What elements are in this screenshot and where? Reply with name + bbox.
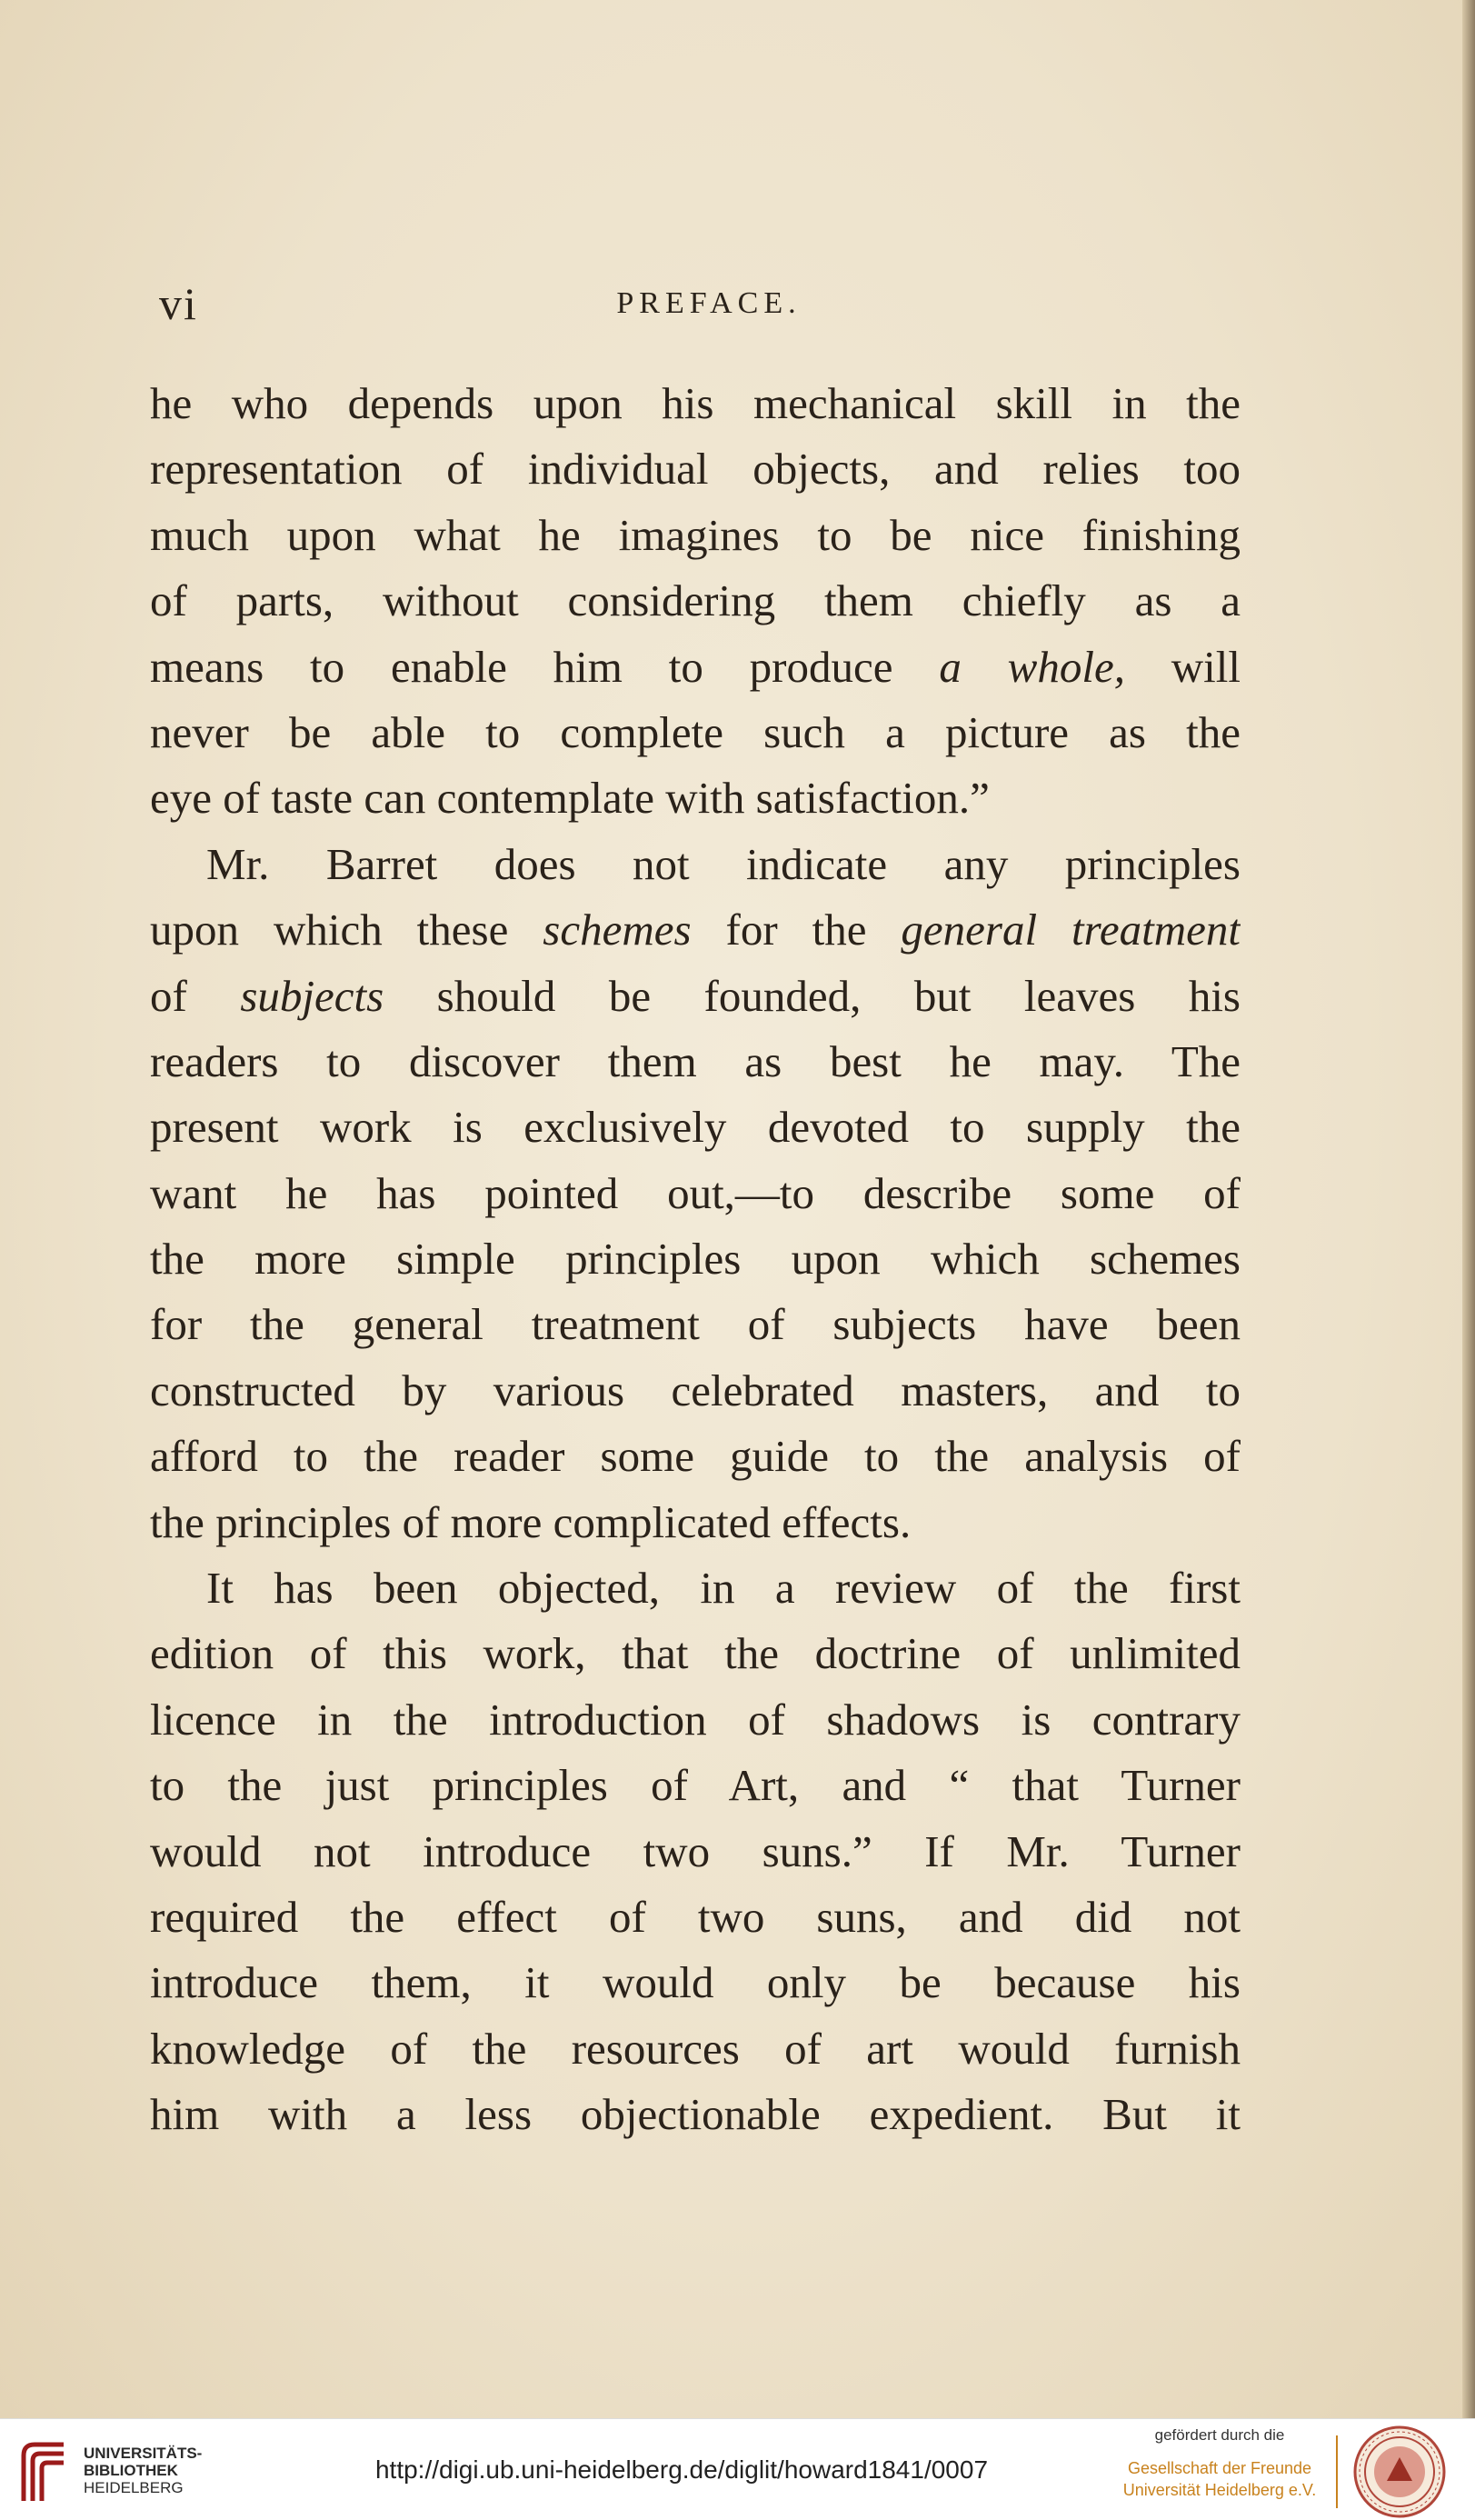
paragraph-first-line: It has been objected, in a review of the first — [206, 1563, 1241, 1614]
library-logo-icon — [16, 2439, 71, 2505]
italic-emphasis: general treatment — [901, 905, 1241, 955]
text-line — [150, 964, 1241, 1029]
text-line: to the just principles of Art, and “ that Turner — [150, 1760, 1241, 1811]
text-line: the more simple principles upon which schemes — [150, 1234, 1241, 1285]
text-line: never be able to complete such a picture as the — [150, 706, 1241, 757]
text-span: upon which these — [150, 905, 509, 955]
text-span: should be founded, but leaves his — [384, 970, 1241, 1021]
text-line: eye of taste can contemplate with satisfaction.” — [150, 773, 990, 824]
digitization-footer — [0, 2418, 1475, 2520]
italic-emphasis: schemes — [543, 905, 692, 955]
text-span: means to enable him to produce — [150, 641, 893, 692]
library-name-line: BIBLIOTHEK — [84, 2462, 178, 2479]
paragraph-first-line: Mr. Barret does not indicate any principles — [206, 838, 1241, 889]
running-head-title: PREFACE. — [616, 286, 802, 320]
text-line: representation of individual objects, and relies too — [150, 444, 1241, 495]
library-name-line: HEIDELBERG — [84, 2479, 184, 2496]
text-line: present work is exclusively devoted to supply the — [150, 1102, 1241, 1153]
page-number: vi — [159, 278, 198, 329]
text-line: knowledge of the resources of art would furnish — [150, 2023, 1241, 2074]
library-name — [84, 2445, 202, 2496]
text-line: for the general treatment of subjects have been — [150, 1299, 1241, 1350]
sponsor-name-line: Universität Heidelberg e.V. — [1122, 2481, 1317, 2499]
text-line: him with a less objectionable expedient. But it — [150, 2089, 1241, 2140]
text-line: afford to the reader some guide to the analysis of — [150, 1431, 1241, 1482]
divider — [1336, 2435, 1338, 2508]
text-line: want he has pointed out,—to describe some of — [150, 1167, 1241, 1218]
text-line: he who depends upon his mechanical skill in the — [150, 378, 1241, 428]
text-line: constructed by various celebrated masters, and to — [150, 1365, 1241, 1415]
sponsor-caption: gefördert durch die — [1154, 2426, 1285, 2444]
text-line: the principles of more complicated effects. — [150, 1496, 912, 1547]
text-line — [150, 897, 1241, 963]
italic-emphasis: a whole, — [939, 641, 1125, 692]
sponsor-name-line: Gesellschaft der Freunde — [1127, 2459, 1312, 2477]
text-line: much upon what he imagines to be nice finishing — [150, 509, 1241, 560]
text-line: edition of this work, that the doctrine of unlimited — [150, 1628, 1241, 1679]
body-text — [150, 371, 1241, 2148]
university-seal-icon — [1352, 2425, 1447, 2519]
text-line: introduce them, it would only be because his — [150, 1957, 1241, 2008]
running-head — [159, 277, 1259, 332]
page-edge — [1462, 0, 1475, 2418]
text-line: licence in the introduction of shadows is contrary — [150, 1694, 1241, 1745]
text-span: of — [150, 970, 187, 1021]
italic-emphasis: subjects — [240, 970, 384, 1021]
library-name-line: UNIVERSITÄTS- — [84, 2445, 203, 2462]
permalink-url[interactable]: http://digi.ub.uni-heidelberg.de/diglit/howard1841/0007 — [374, 2455, 989, 2484]
text-line: of parts, without considering them chiefly as a — [150, 575, 1241, 626]
text-line: required the effect of two suns, and did not — [150, 1891, 1241, 1942]
sponsor-name — [1111, 2457, 1329, 2501]
text-line: would not introduce two suns.” If Mr. Turner — [150, 1825, 1241, 1876]
text-span: will — [1124, 641, 1241, 692]
text-line — [150, 635, 1241, 700]
text-line: readers to discover them as best he may. The — [150, 1035, 1241, 1086]
text-span: for the — [691, 905, 902, 955]
